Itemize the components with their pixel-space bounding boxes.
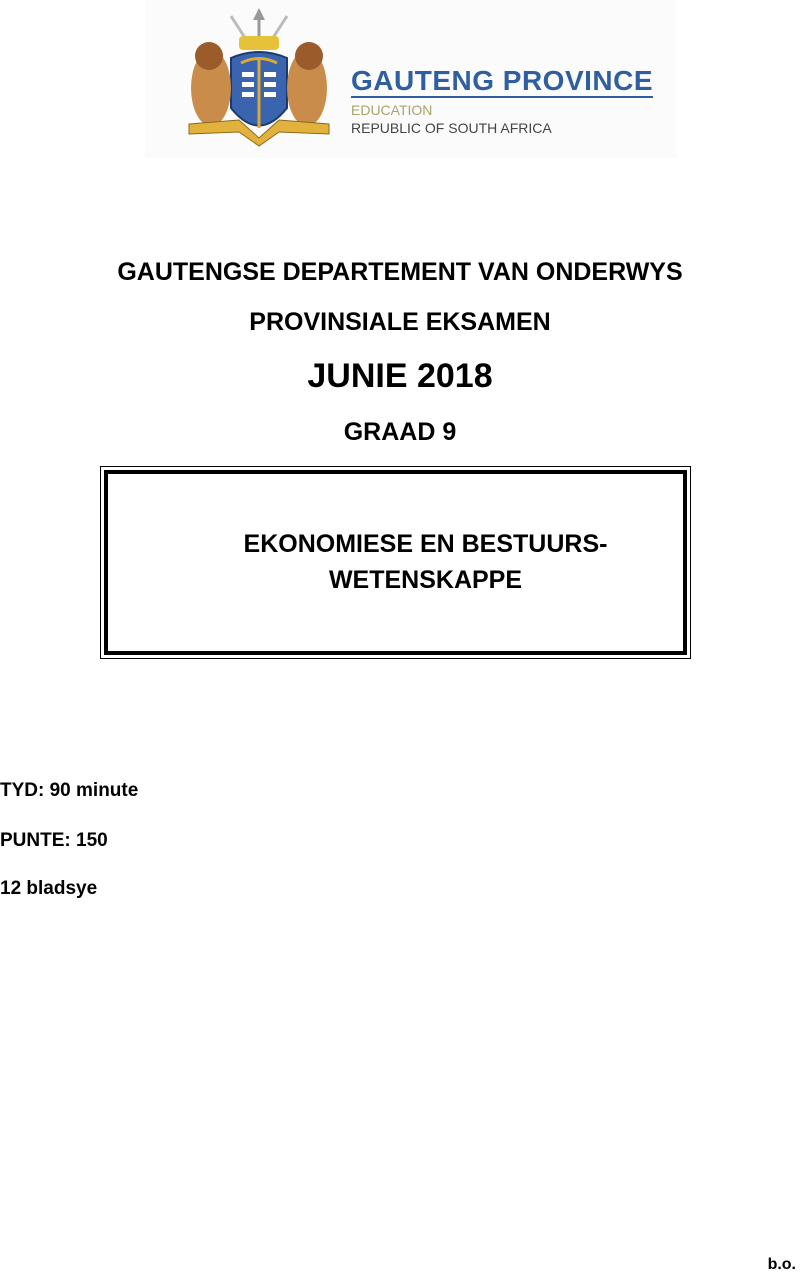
logo-subtitle: EDUCATION [351,102,433,118]
exam-heading: PROVINSIALE EKSAMEN [249,308,551,336]
subject-box [100,466,691,659]
subject-title [168,526,683,598]
logo-country: REPUBLIC OF SOUTH AFRICA [351,120,552,136]
gauteng-education-logo [145,0,677,158]
grade-heading: GRAAD 9 [343,418,457,446]
session-heading: JUNIE 2018 [307,357,493,395]
pages-info: 12 bladsye [0,878,98,899]
coat-of-arms-icon [169,8,349,148]
time-info: TYD: 90 minute [0,780,139,801]
department-heading: GAUTENGSE DEPARTEMENT VAN ONDERWYS [117,258,683,286]
subject-line-2: WETENSKAPPE [328,566,523,594]
please-turn-over: b.o. [767,1256,796,1273]
logo-title: GAUTENG PROVINCE [351,65,654,96]
marks-info: PUNTE: 150 [0,830,108,851]
subject-line-1: EKONOMIESE EN BESTUURS- [243,530,608,558]
